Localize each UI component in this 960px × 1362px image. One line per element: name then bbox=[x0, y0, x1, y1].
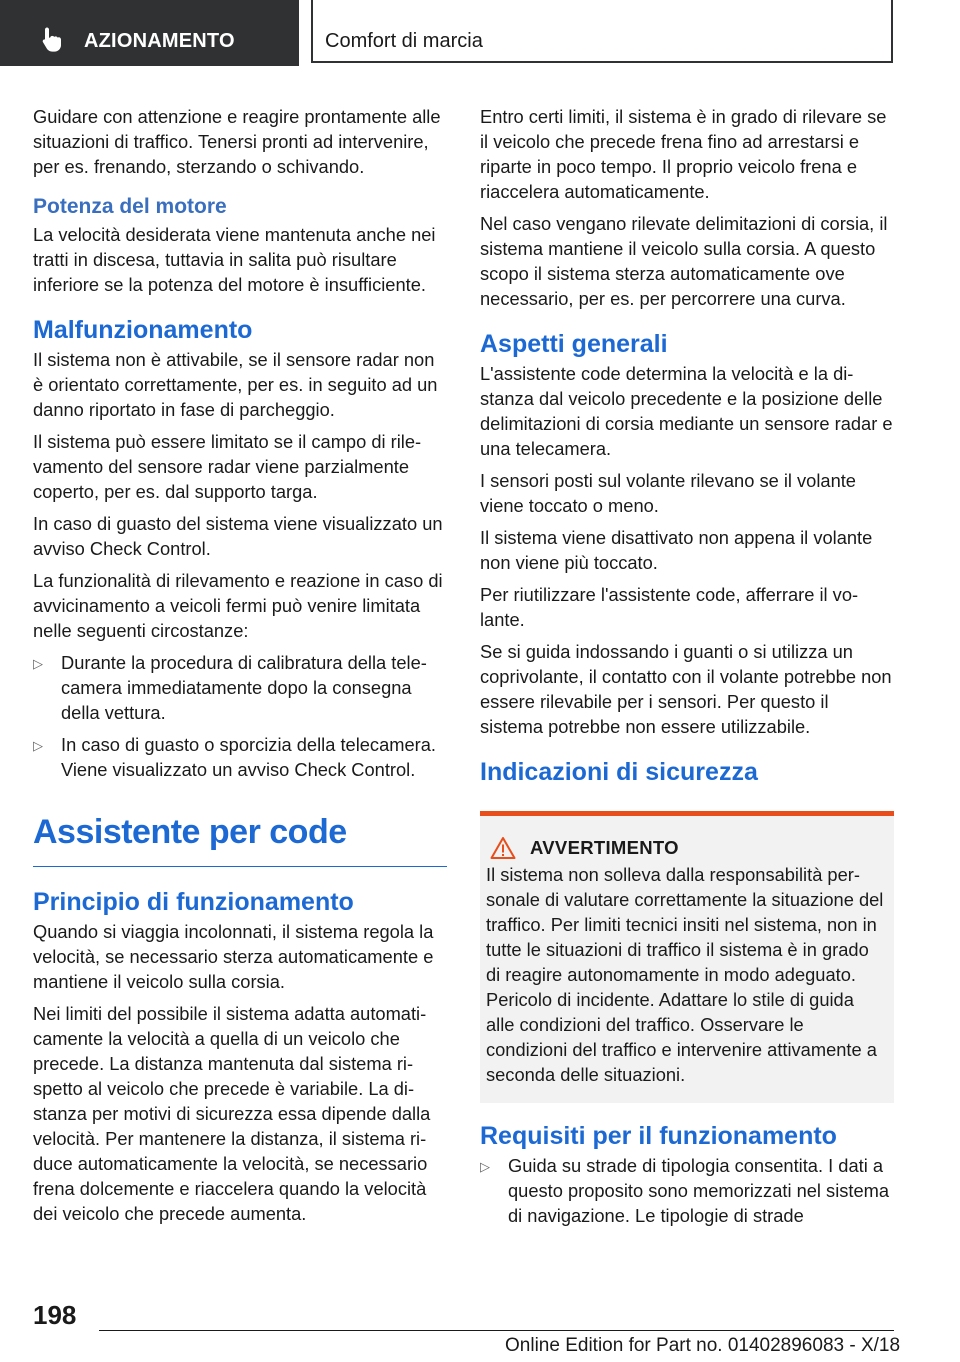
footer-divider bbox=[99, 1330, 894, 1331]
list-item-text: Durante la procedura di calibratura della telecamera immediatamente dopo la consegna della vettura. bbox=[61, 652, 427, 723]
paragraph-right-1: Entro certi limiti, il sistema è in grado di rilevare se il veicolo che precede frena fino ad arrestarsi e riparte in poco tempo. Il proprio veicolo frena e riaccelera automaticamente. bbox=[480, 106, 887, 202]
heading-principio: Principio di funzionamento bbox=[33, 888, 354, 916]
paragraph-malf-1: Il sistema non è attivabile, se il sensore radar non è orientato correttamente, per es. in seguito ad un danno riportato in fase di parcheggio. bbox=[33, 349, 438, 420]
hand-pointer-icon bbox=[40, 26, 64, 52]
intro-paragraph: Guidare con attenzione e reagire prontamente alle situazioni di traffico. Tenersi pronti ad intervenire, per es. frenando, sterzando o schivando. bbox=[33, 106, 441, 177]
paragraph-aspetti-1: L'assistente code determina la velocità e la distanza dal veicolo precedente e la posizione delle delimitazioni di corsia mediante un sensore radar e una telecamera. bbox=[480, 363, 893, 459]
page-number: 198 bbox=[33, 1300, 77, 1330]
list-item bbox=[33, 650, 447, 725]
paragraph-aspetti-3: Il sistema viene disattivato non appena il volante non viene più toccato. bbox=[480, 527, 873, 573]
paragraph-potenza: La velocità desiderata viene mantenuta anche nei tratti in discesa, tuttavia in salita può risultare inferiore se la potenza del motore è insufficiente. bbox=[33, 224, 436, 295]
list-item bbox=[33, 732, 447, 782]
chapter-title: Comfort di marcia bbox=[325, 30, 483, 52]
list-item-text: In caso di guasto o sporcizia della telecamera. Viene visualizzato un avviso Check Control. bbox=[61, 734, 436, 780]
list-item bbox=[480, 1153, 894, 1228]
triangle-bullet-icon: ▷ bbox=[33, 738, 43, 753]
paragraph-right-2: Nel caso vengano rilevate delimitazioni di corsia, il sistema mantiene il veicolo sulla corsia. A questo scopo il sistema sterza automaticamente ove necessario, per es. per percorrere una curva. bbox=[480, 213, 888, 309]
left-column bbox=[33, 104, 447, 1233]
right-column bbox=[480, 104, 894, 1235]
paragraph-malf-2: Il sistema può essere limitato se il campo di rilevamento del sensore radar viene parzialmente coperto, per es. dal supporto targa. bbox=[33, 431, 422, 502]
warning-title-row bbox=[486, 836, 886, 860]
paragraph-aspetti-4: Per riutilizzare l'assistente code, afferrare il volante. bbox=[480, 584, 859, 630]
paragraph-aspetti-5: Se si guida indossando i guanti o si utilizza un coprivolante, il contatto con il volante potrebbe non essere rilevabile per i sensori. Per questo il sistema potrebbe non essere utilizzabile. bbox=[480, 641, 892, 737]
heading-assistente-code: Assistente per code bbox=[33, 812, 447, 867]
triangle-bullet-icon: ▷ bbox=[480, 1159, 490, 1174]
heading-sicurezza: Indicazioni di sicurezza bbox=[480, 758, 758, 786]
warning-title: AVVERTIMENTO bbox=[530, 837, 679, 858]
triangle-bullet-icon: ▷ bbox=[33, 656, 43, 671]
paragraph-malf-4: La funzionalità di rilevamento e reazione in caso di avvicinamento a veicoli fermi può venire limitata nelle seguenti circostanze: bbox=[33, 570, 443, 641]
page-header bbox=[0, 0, 960, 66]
paragraph-principio-2: Nei limiti del possibile il sistema adatta automaticamente la velocità a quella di un veicolo che precede. La distanza mantenuta dal sistema rispetto al veicolo che precede è variabile. La distanza per motivi di sicurezza essa dipende dalla velocità. Per mantenere la distanza, il sistema riduce automaticamente la velocità, se necessario frena dolcemente e riaccelera quando la velocità dei veicolo che precede aumenta. bbox=[33, 1003, 431, 1224]
paragraph-malf-3: In caso di guasto del sistema viene visualizzato un avviso Check Control. bbox=[33, 513, 443, 559]
section-tab[interactable] bbox=[0, 0, 299, 66]
heading-requisiti: Requisiti per il funzionamento bbox=[480, 1122, 837, 1150]
warning-triangle-icon bbox=[490, 836, 516, 860]
heading-malfunzionamento: Malfunzionamento bbox=[33, 316, 253, 344]
paragraph-aspetti-2: I sensori posti sul volante rilevano se il volante viene toccato o meno. bbox=[480, 470, 856, 516]
paragraph-principio-1: Quando si viaggia incolonnati, il sistema regola la velocità, se necessario sterza automaticamente e mantiene il veicolo sulla corsia. bbox=[33, 921, 434, 992]
warning-text: Il sistema non solleva dalla responsabilità personale di valutare correttamente la situazione del traffico. Per limiti tecnici insiti nel sistema, non in tutte le situazioni di traffico il sistema è in grado di reagire autonomamente in modo adeguato. Pericolo di incidente. Adattare lo stile di guida alle condizioni del traffico. Osservare le condizioni del traffico e intervenire attivamente a seconda delle situazioni. bbox=[486, 864, 884, 1085]
list-item-text: Guida su strade di tipologia consentita. I dati a questo proposito sono memorizzati nel sistema di navigazione. Le tipologie di strade bbox=[508, 1155, 890, 1226]
heading-potenza-motore: Potenza del motore bbox=[33, 195, 227, 218]
section-label: AZIONAMENTO bbox=[84, 30, 235, 52]
warning-box bbox=[480, 811, 894, 1103]
footer-edition: Online Edition for Part no. 01402896083 - X/18 bbox=[505, 1335, 901, 1356]
heading-aspetti-generali: Aspetti generali bbox=[480, 330, 668, 358]
